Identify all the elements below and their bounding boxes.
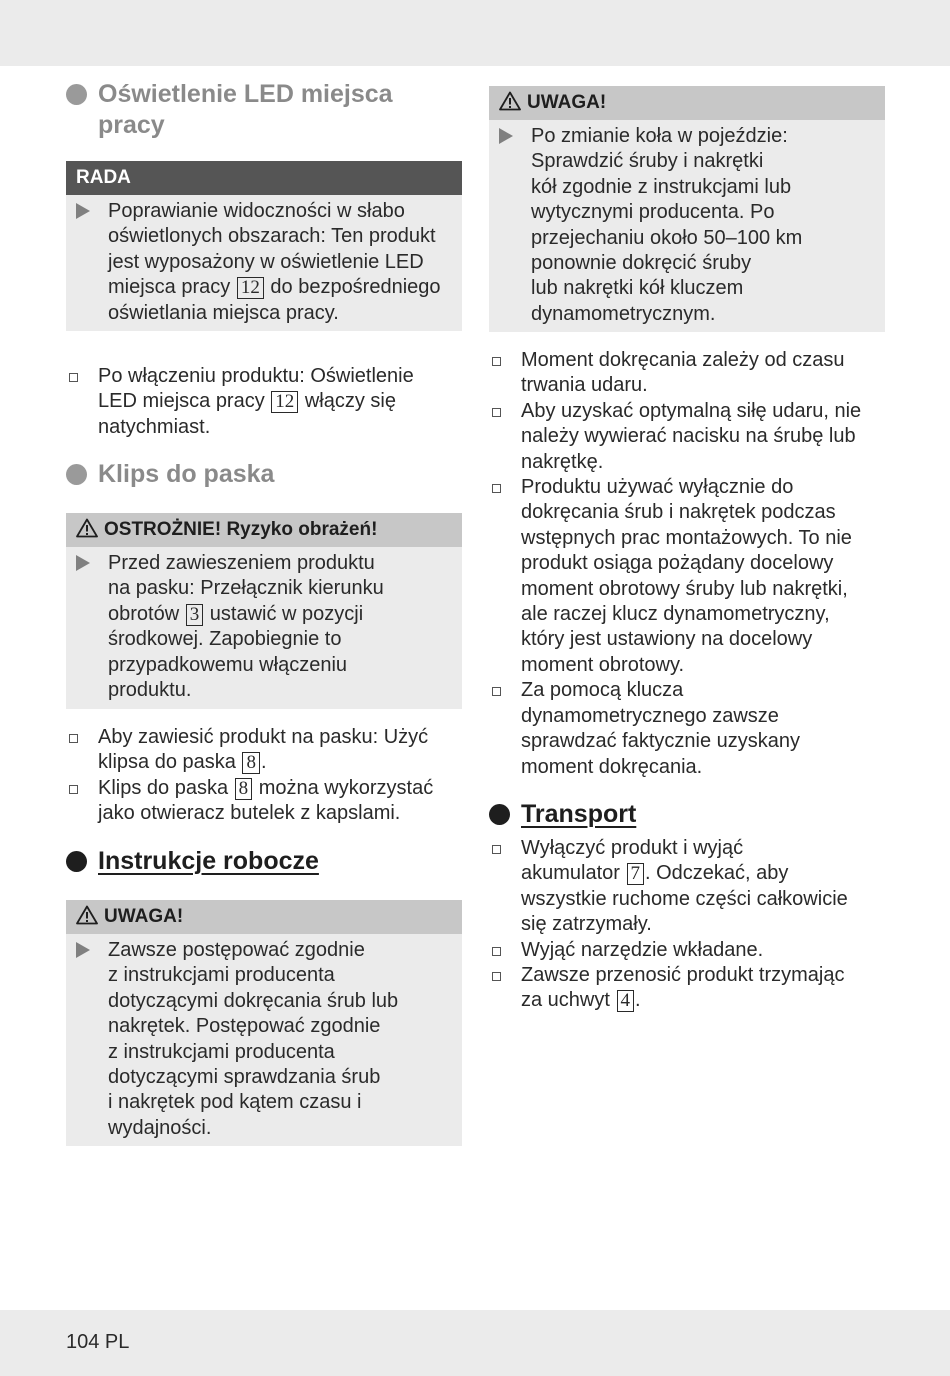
text-line: produkt osiąga pożądany docelowy xyxy=(521,552,834,575)
text-line: nakrętkę. xyxy=(521,450,604,473)
heading-line: Oświetlenie LED miejsca xyxy=(98,80,393,108)
list-item xyxy=(489,678,885,780)
warning-triangle-icon xyxy=(76,905,98,925)
text-span: można wykorzystać xyxy=(258,776,434,799)
text-line xyxy=(521,988,885,1013)
part-ref-badge: 12 xyxy=(237,277,264,299)
text-span: klipsa do paska xyxy=(98,751,236,774)
text-line xyxy=(108,275,454,300)
caution-box-body xyxy=(66,547,462,707)
text-line: należy wywierać nacisku na śrubę lub xyxy=(521,425,856,448)
text-line: produktu. xyxy=(108,679,192,702)
page-number: 104 PL xyxy=(66,1331,130,1353)
caution-box xyxy=(66,513,462,709)
text-line: ponownie dokręcić śruby xyxy=(531,252,752,275)
text-line xyxy=(521,861,885,886)
text-span: obrotów xyxy=(108,602,180,625)
text-line: dynamometrycznego zawsze xyxy=(521,704,779,727)
bullet-dot-icon xyxy=(66,84,87,105)
text-line xyxy=(98,750,462,775)
list-item xyxy=(489,938,885,963)
list-item xyxy=(489,348,885,399)
heading-line: pracy xyxy=(98,111,165,139)
heading-line: Transport xyxy=(521,800,637,828)
checkbox-square-icon xyxy=(492,408,501,417)
text-span: za uchwyt xyxy=(521,989,610,1012)
text-span: . Odczekać, aby xyxy=(645,862,789,885)
caution-box-title xyxy=(66,513,462,547)
text-span: LED miejsca pracy xyxy=(98,390,265,413)
text-line: jako otwieracz butelek z kapslami. xyxy=(98,802,401,825)
text-line: wstępnych prac montażowych. To nie xyxy=(521,526,852,549)
checkbox-square-icon xyxy=(492,357,501,366)
part-ref-badge: 7 xyxy=(627,863,645,885)
text-line: Moment dokręcania zależy od czasu xyxy=(521,349,845,371)
checkbox-square-icon xyxy=(492,845,501,854)
header-band xyxy=(0,0,950,66)
text-span: . xyxy=(260,751,267,774)
text-span: Klips do paska xyxy=(98,776,229,799)
text-line: z instrukcjami producenta xyxy=(108,1040,335,1063)
text-line: Przed zawieszeniem produktu xyxy=(108,552,375,574)
text-line: dynamometrycznym. xyxy=(531,302,716,325)
text-span: akumulator xyxy=(521,862,620,885)
checkbox-square-icon xyxy=(492,947,501,956)
arrow-right-icon xyxy=(76,203,90,219)
bullet-dot-icon xyxy=(489,804,510,825)
text-line: dokręcania śrub i nakrętek podczas xyxy=(521,501,836,524)
text-line: trwania udaru. xyxy=(521,374,648,397)
bullet-dot-icon xyxy=(66,851,87,872)
text-line: Aby uzyskać optymalną siłę udaru, nie xyxy=(521,399,862,422)
text-line: jest wyposażony w oświetlenie LED xyxy=(108,250,424,273)
text-line: nakrętek. Postępować zgodnie xyxy=(108,1015,381,1038)
part-ref-badge: 12 xyxy=(271,391,298,413)
notice-box-title xyxy=(66,900,462,934)
part-ref-badge: 8 xyxy=(235,778,253,800)
torque-notes xyxy=(489,348,885,780)
list-item xyxy=(66,364,462,440)
arrow-right-icon xyxy=(76,942,90,958)
text-line xyxy=(98,776,462,801)
text-line: Za pomocą klucza xyxy=(521,679,684,702)
text-line: dotyczącymi sprawdzania śrub xyxy=(108,1066,381,1089)
heading-line: Klips do paska xyxy=(98,460,275,488)
text-span: miejsca pracy xyxy=(108,276,231,299)
text-span: . xyxy=(635,989,641,1012)
notice-box xyxy=(489,86,885,332)
text-line: i nakrętek pod kątem czasu i xyxy=(108,1091,362,1114)
bullet-dot-icon xyxy=(66,464,87,485)
text-line: Poprawianie widoczności w słabo xyxy=(108,200,405,222)
text-line: Po zmianie koła w pojeździe: xyxy=(531,125,788,147)
warning-triangle-icon xyxy=(499,91,521,111)
text-line: wydajności. xyxy=(108,1116,212,1139)
text-line xyxy=(108,602,454,627)
part-ref-badge: 8 xyxy=(242,752,260,774)
heading-line: Instrukcje robocze xyxy=(98,847,319,875)
notice-title-text: UWAGA! xyxy=(527,92,607,113)
text-line: oświetlonych obszarach: Ten produkt xyxy=(108,225,436,248)
text-line: moment obrotowy śruby lub nakrętki, xyxy=(521,577,848,600)
notice-title-text: UWAGA! xyxy=(104,906,184,927)
text-line: wytycznymi producenta. Po xyxy=(531,201,775,224)
text-line: ale raczej klucz dynamometryczny, xyxy=(521,603,830,626)
text-line: Aby zawiesić produkt na pasku: Użyć xyxy=(98,726,429,748)
text-line: Wyłączyć produkt i wyjąć xyxy=(521,837,744,859)
checkbox-square-icon xyxy=(492,687,501,696)
tip-box xyxy=(66,161,462,331)
part-ref-badge: 3 xyxy=(186,604,204,626)
text-line: środkowej. Zapobiegnie to xyxy=(108,628,342,651)
text-line: moment dokręcania. xyxy=(521,755,703,778)
list-item xyxy=(66,725,462,776)
list-item xyxy=(66,776,462,827)
text-line: z instrukcjami producenta xyxy=(108,964,335,987)
text-line: Po włączeniu produktu: Oświetlenie xyxy=(98,365,414,387)
text-line: się zatrzymały. xyxy=(521,913,652,936)
text-line: Zawsze przenosić produkt trzymając xyxy=(521,964,845,987)
text-span: włączy się xyxy=(304,390,396,413)
checkbox-square-icon xyxy=(492,484,501,493)
notice-box-title xyxy=(489,86,885,120)
list-item xyxy=(489,963,885,1014)
checkbox-square-icon xyxy=(69,734,78,743)
led-instructions xyxy=(66,364,462,440)
part-ref-badge: 4 xyxy=(617,990,635,1012)
text-span: do bezpośredniego xyxy=(270,276,441,299)
tip-box-body xyxy=(66,195,462,330)
text-line: Produktu używać wyłącznie do xyxy=(521,476,794,499)
text-line: wszystkie ruchome części całkowicie xyxy=(521,887,848,910)
text-line xyxy=(98,389,462,414)
text-line: natychmiast. xyxy=(98,415,211,438)
notice-box-body xyxy=(489,120,885,331)
notice-box-body xyxy=(66,934,462,1145)
text-line: kół zgodnie z instrukcjami lub xyxy=(531,175,792,198)
arrow-right-icon xyxy=(499,128,513,144)
text-line: Wyjąć narzędzie wkładane. xyxy=(521,938,764,961)
text-line: dotyczącymi dokręcania śrub lub xyxy=(108,989,399,1012)
text-line: moment obrotowy. xyxy=(521,653,685,676)
list-item xyxy=(489,836,885,938)
text-line: Sprawdzić śruby i nakrętki xyxy=(531,150,764,173)
transport-instructions xyxy=(489,836,885,1014)
checkbox-square-icon xyxy=(492,972,501,981)
text-line: Zawsze postępować zgodnie xyxy=(108,939,365,961)
checkbox-square-icon xyxy=(69,785,78,794)
text-line: przypadkowemu włączeniu xyxy=(108,653,348,676)
text-line: na pasku: Przełącznik kierunku xyxy=(108,577,384,600)
notice-box xyxy=(66,900,462,1146)
list-item xyxy=(489,399,885,475)
warning-triangle-icon xyxy=(76,518,98,538)
text-line: oświetlania miejsca pracy. xyxy=(108,301,339,324)
clip-instructions xyxy=(66,725,462,827)
arrow-right-icon xyxy=(76,555,90,571)
checkbox-square-icon xyxy=(69,373,78,382)
list-item xyxy=(489,475,885,678)
text-line: lub nakrętki kół kluczem xyxy=(531,277,744,300)
text-line: przejechaniu około 50–100 km xyxy=(531,226,803,249)
text-span: ustawić w pozycji xyxy=(209,602,364,625)
text-line: który jest ustawiony na docelowy xyxy=(521,628,813,651)
footer-band xyxy=(0,1310,950,1376)
caution-title-text: OSTROŻNIE! Ryzyko obrażeń! xyxy=(104,519,378,540)
tip-box-title: RADA xyxy=(66,161,462,195)
text-line: sprawdzać faktycznie uzyskany xyxy=(521,730,801,753)
